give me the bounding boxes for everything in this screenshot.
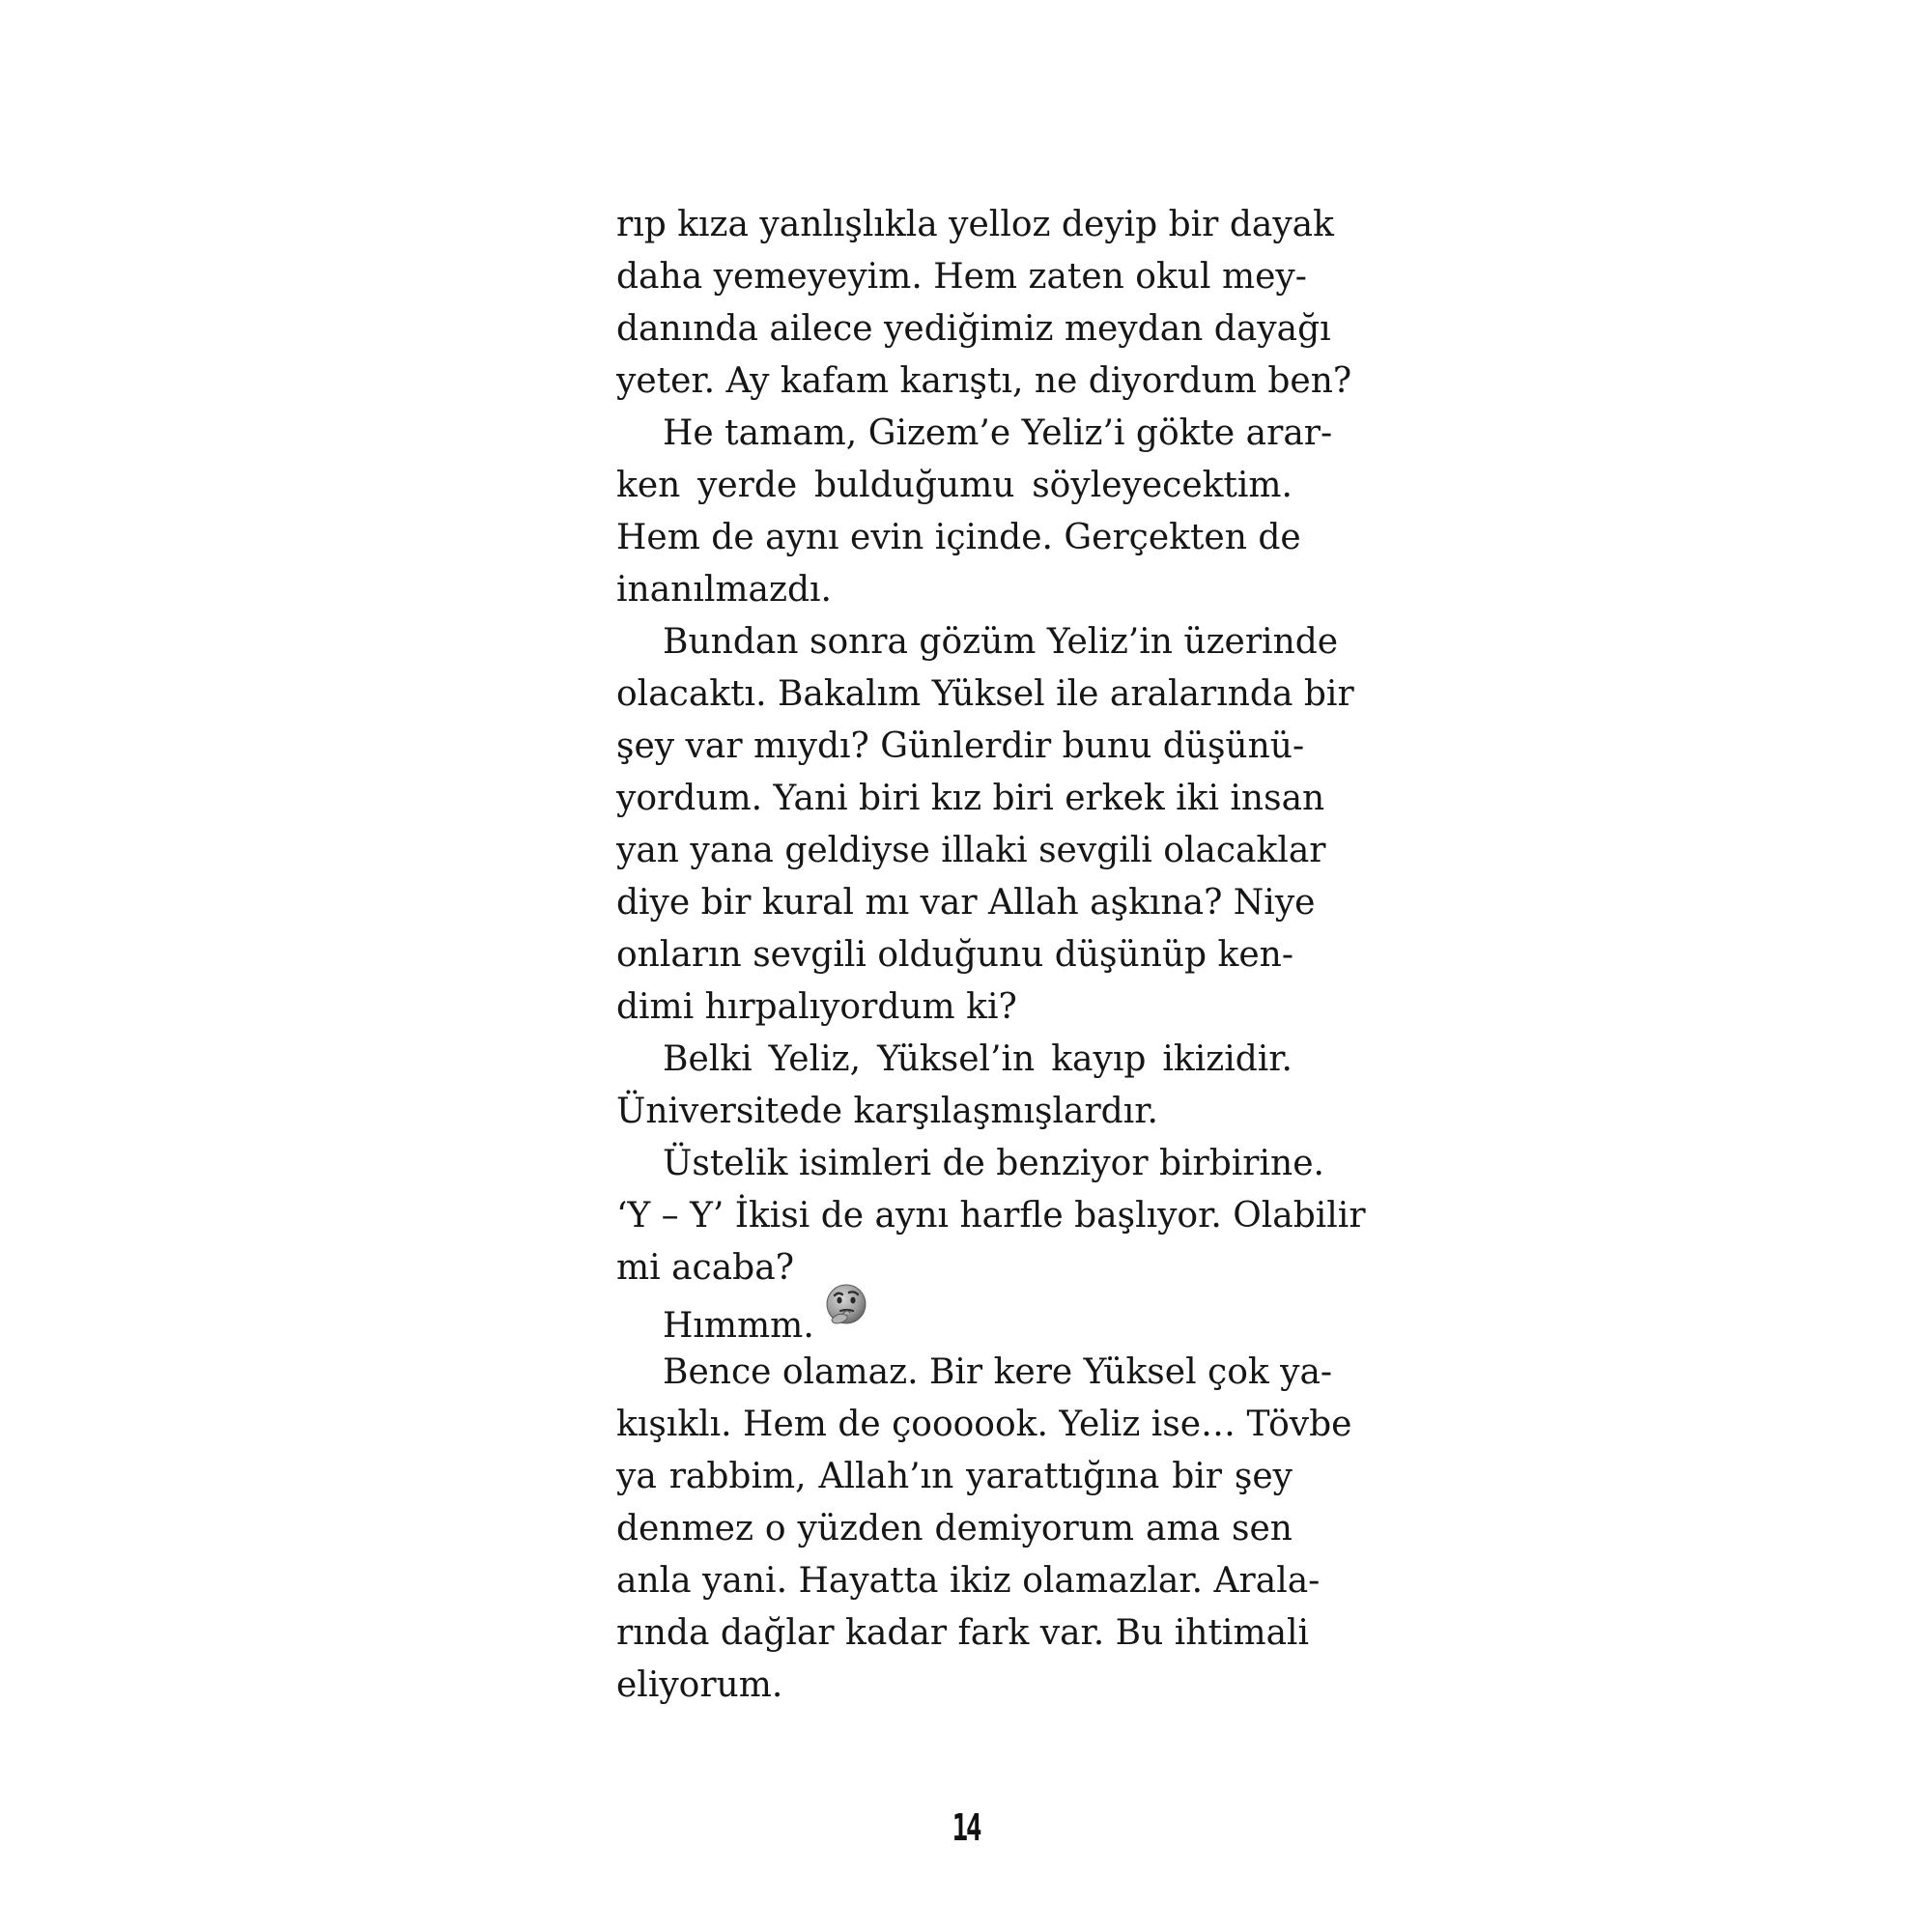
text-line: kışıklı. Hem de çoooook. Yeliz ise… Tövbe [616, 1405, 1352, 1444]
text-line: diye bir kural mı var Allah aşkına? Niye [616, 883, 1316, 923]
text-line: Üniversitede karşılaşmışlardır. [616, 1092, 1158, 1131]
paragraph [616, 199, 1352, 408]
text-line: Belki Yeliz, Yüksel’in kayıp ikizidir. [663, 1039, 1293, 1079]
text-line [616, 1294, 1293, 1347]
paragraph [616, 1034, 1293, 1138]
text-line: inanılmazdı. [616, 570, 832, 610]
paragraph [616, 1347, 1352, 1712]
text-line: ‘Y – Y’ İkisi de aynı harfle başlıyor. Olabilir [616, 1196, 1366, 1236]
text-line: ya rabbim, Allah’ın yarattığına bir şey [616, 1457, 1293, 1496]
text-line: şey var mıydı? Günlerdir bunu düşünü- [616, 726, 1305, 766]
text-line: anla yani. Hayatta ikiz olamazlar. Arala- [616, 1561, 1321, 1601]
page-number: 14 [952, 1806, 980, 1849]
text-line: olacaktı. Bakalım Yüksel ile aralarında bir [616, 674, 1354, 714]
paragraph [616, 1138, 1366, 1294]
text-line: daha yemeyeyim. Hem zaten okul mey- [616, 257, 1307, 297]
text-line: yan yana geldiyse illaki sevgili olacaklar [616, 831, 1326, 870]
text-line: mi acaba? [616, 1248, 794, 1288]
text-line: denmez o yüzden demiyorum ama sen [616, 1509, 1293, 1548]
text-line: Hem de aynı evin içinde. Gerçekten de [616, 518, 1301, 557]
paragraph [616, 1294, 1293, 1347]
text-line: rında dağlar kadar fark var. Bu ihtimali [616, 1613, 1310, 1653]
text-line: onların sevgili olduğunu düşünüp ken- [616, 935, 1294, 975]
text-line: Üstelik isimleri de benziyor birbirine. [663, 1144, 1324, 1183]
text-line: eliyorum. [616, 1665, 783, 1705]
text-line: rıp kıza yanlışlıkla yelloz deyip bir dayak [616, 205, 1334, 244]
text-line: yeter. Ay kafam karıştı, ne diyordum ben? [616, 361, 1352, 401]
thinking-face-icon [824, 1283, 868, 1327]
text-line: ken yerde bulduğumu söyleyecektim. [616, 466, 1293, 505]
paragraph [616, 616, 1354, 1034]
text-line-content: Hımmm. [663, 1306, 814, 1346]
paragraph [616, 408, 1333, 616]
page-body [616, 199, 1366, 1712]
text-line: Bence olamaz. Bir kere Yüksel çok ya- [663, 1352, 1333, 1392]
text-line: He tamam, Gizem’e Yeliz’i gökte arar- [663, 413, 1333, 453]
text-line: danında ailece yediğimiz meydan dayağı [616, 309, 1331, 349]
text-line: yordum. Yani biri kız biri erkek iki insan [616, 779, 1325, 818]
text-line: dimi hırpalıyordum ki? [616, 987, 1017, 1027]
text-line: Bundan sonra gözüm Yeliz’in üzerinde [663, 622, 1339, 662]
